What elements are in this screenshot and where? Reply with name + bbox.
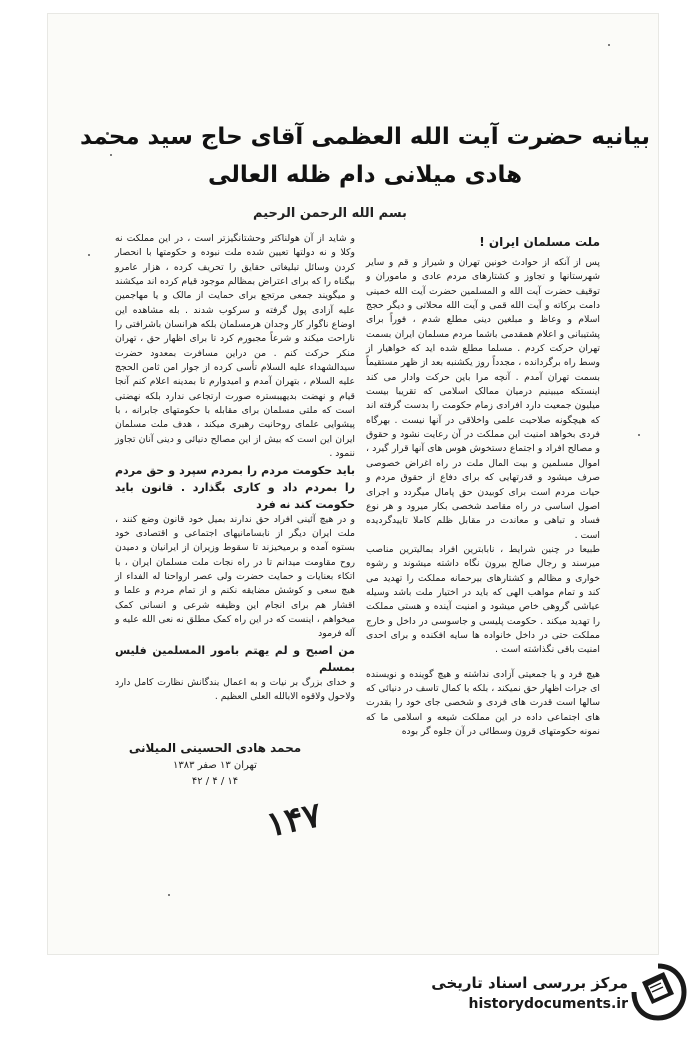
hadith-line: من اصبح و لم یهتم بامور المسلمین فلیس بمسلم xyxy=(115,643,355,674)
paragraph: و خدای بزرگ بر نیات و به اعمال بندگانش نظارت کامل دارد ولاحول ولاقوه الابالله العلی العظیم . xyxy=(115,676,355,702)
archive-logo-icon xyxy=(630,962,686,1022)
ink-speck xyxy=(608,44,610,46)
ink-speck xyxy=(88,254,90,256)
paragraph: پس از آنکه از حوادث خونین تهران و شیراز و قم و سایر شهرستانها و تجاوز و کشتارهای مردم عادی و ماموران و توقیف حضرت آیت الله و المسلمین حضرت آیت الله خمینی دامت برکاته و آیت الله قمی و آیت الله محلاتی و دیگر حجج اسلام و وعاظ و مبلغین دینی مطلع شدم ، فوراً برای پشتیبانی و اعلام همقدمی باشما مردم مسلمان ایران بسمت تهران حرکت کردم . مسلما مطلع شده اید که خواهیار از وسط راه برگردانده ، مجدداً روز یکشنبه بعد از ظهر مستقیماً بسمت تهران آمدم . آنچه مرا باین حرکت وادار می کند اینستکه میبینیم درمیان ممالک اسلامی که تقریبا بیست میلیون جمعیت دارد افرادی زمام حکومت را بدست گرفته اند که هیچگونه صلاحیت علمی واخلاقی در آنها نیست . بهرگاه فردی بخواهد امنیت این مملکت در آن رعایت نشود و حقوق و مصالح افراد و اجتماع دستخوش هوس های آنها قرار گیرد ، اموال مسلمین و بیت المال ملت در راه اغراض خصوصی صرف میشود و قدرتهایی که برای دفاع از حقوق مردم و حیات مردم است برای کوبیدن حق پامال میگردد و اجرای اصول اساسی در راه مقاصد شخصی بکار میرود و هر نوع فساد و تباهی و معاندت در مقابل ظلم کاملا تاییدگردیده است . xyxy=(366,257,600,541)
ink-speck xyxy=(168,894,170,896)
paragraph: طبیعا در چنین شرایط ، نابابترین افراد بمالیترین مناصب میرسند و رجال صالح بیرون نگاه داشته میشوند و رشوه خواری و مظالم و کشتارهای بیرحمانه مملکت را تهدید می کند و تمام مواهب الهی که باید در اختیار ملت باشد وسیله عیاشی گروهی خاص میشود و امنیت آینده و هستی مملکت را تهدید میکند . حکومت پلیسی و جاسوسی در داخل و خارج مملکت حتی در داخل خانواده ها سایه افکنده و برای احدی امنیت باقی نگذاشته است . xyxy=(366,543,600,656)
statement-title: بیانیه حضرت آیت الله العظمی آقای حاج سید محمد هادی میلانی دام ظله العالی xyxy=(80,124,650,188)
handwritten-page-number: ۱۴۷ xyxy=(262,794,325,846)
emphasis-line: باید حکومت مردم را بمردم سپرد و حق مردم را بمردم داد و کاری بگذارد . قانون باید حکومت کند نه فرد xyxy=(115,463,355,511)
paragraph: و شاید از آن هولناکتر وحشتانگیزتر است ، در این مملکت نه وکلا و نه دولتها تعیین شده ملت نبوده و حکومتها با انحصار کردن وسائل تبلیغاتی حقایق را تحریف کرده ، هزار عامرو بیگناه را که برای اعتراض بمظالم موجود قیام کرده اند میکشند و میگویند جمعی مرتجع برای حمایت از مالک و یا مهاجمین علیه آزادی پول گرفته و سرکوب شدند . بله مشاهده این اوضاع ناگوار کار وجدان هرمسلمان بلکه هرانسان باشرافتی را ناراحت میکند و شرعاً مجبورم کرد تا برای اظهار حق ، تهران منکر حرکت کنم . من دراین مسافرت بمعدود حضرت سیدالشهداء علیه السلام تأسی کرده از جوار امن ثامن الحجج علیه السلام ، بتهران آمدم و امیدوارم تا بمدینه اعلام کنم آنجا قیام و نهضت بدیهیبستره صورت ارتجاعی ندارد بلکه نهضتی است که ملتی مسلمان برای مقابله با حکومتهای جابرانه ، با پیشوایی علمای روحانیت رهبری میکند ، هدف ملت مسلمان ایران این است که بیش از این مصالح دنیائی و دینی آنان تجاوز ننمود . xyxy=(115,233,355,460)
left-column xyxy=(115,232,355,702)
paragraph: و در هیچ آئینی افراد حق ندارند بمیل خود قانون وضع کنند ، ملت ایران دیگر از نابسامانیهای اجتماعی و اقتصادی خود بستوه آمده و برمیخیزند تا سقوط وزیران از ایرانیان و دمیدن روح مقاومت میدانم تا در راه نجات ملت مسلمان ایران ، با اتکاء بعنایات و حمایت حضرت ولی عصر ارواحنا له الفداء از هیچ سعی و کوشش مضایقه نکنم و از تمام مردم و علما و اقشار هم برای انجام این وظیفه شرعی و انسانی کمک میخواهم ، اینست که در این راه کمک مطلق نه نعی الله علیه و آله فرمود xyxy=(115,513,355,640)
date-hijri: تهران ۱۳ صفر ۱۳۸۳ xyxy=(173,760,257,771)
watermark-url: historydocuments.ir xyxy=(468,996,628,1012)
watermark-org-name: مرکز بررسی اسناد تاریخی xyxy=(431,974,628,992)
ink-speck xyxy=(638,434,640,436)
date-solar: ۱۴ / ۴ / ۴۲ xyxy=(191,776,239,787)
right-column xyxy=(366,232,600,814)
basmala: بسم الله الرحمن الرحیم xyxy=(253,206,407,221)
watermark xyxy=(390,960,690,1032)
paragraph: هیچ فرد و یا جمعیتی آزادی نداشته و هیچ گوینده و نویسنده ای جرات اظهار حق نمیکند ، بلکه با کمال تاسف در دنیائی که سالها است قدرت های فردی و شخصی جای خود را بقدرت های اجتماعی داده در این مملکت شیعه و اسلامی ما که نمونه حکومتهای قرون وسطائی در آن جلوه گر بوده xyxy=(366,668,600,737)
greeting: ملت مسلمان ایران ! xyxy=(479,235,600,249)
signature-block xyxy=(100,738,330,790)
signature-name: محمد هادی الحسینی المیلانی xyxy=(128,741,302,755)
